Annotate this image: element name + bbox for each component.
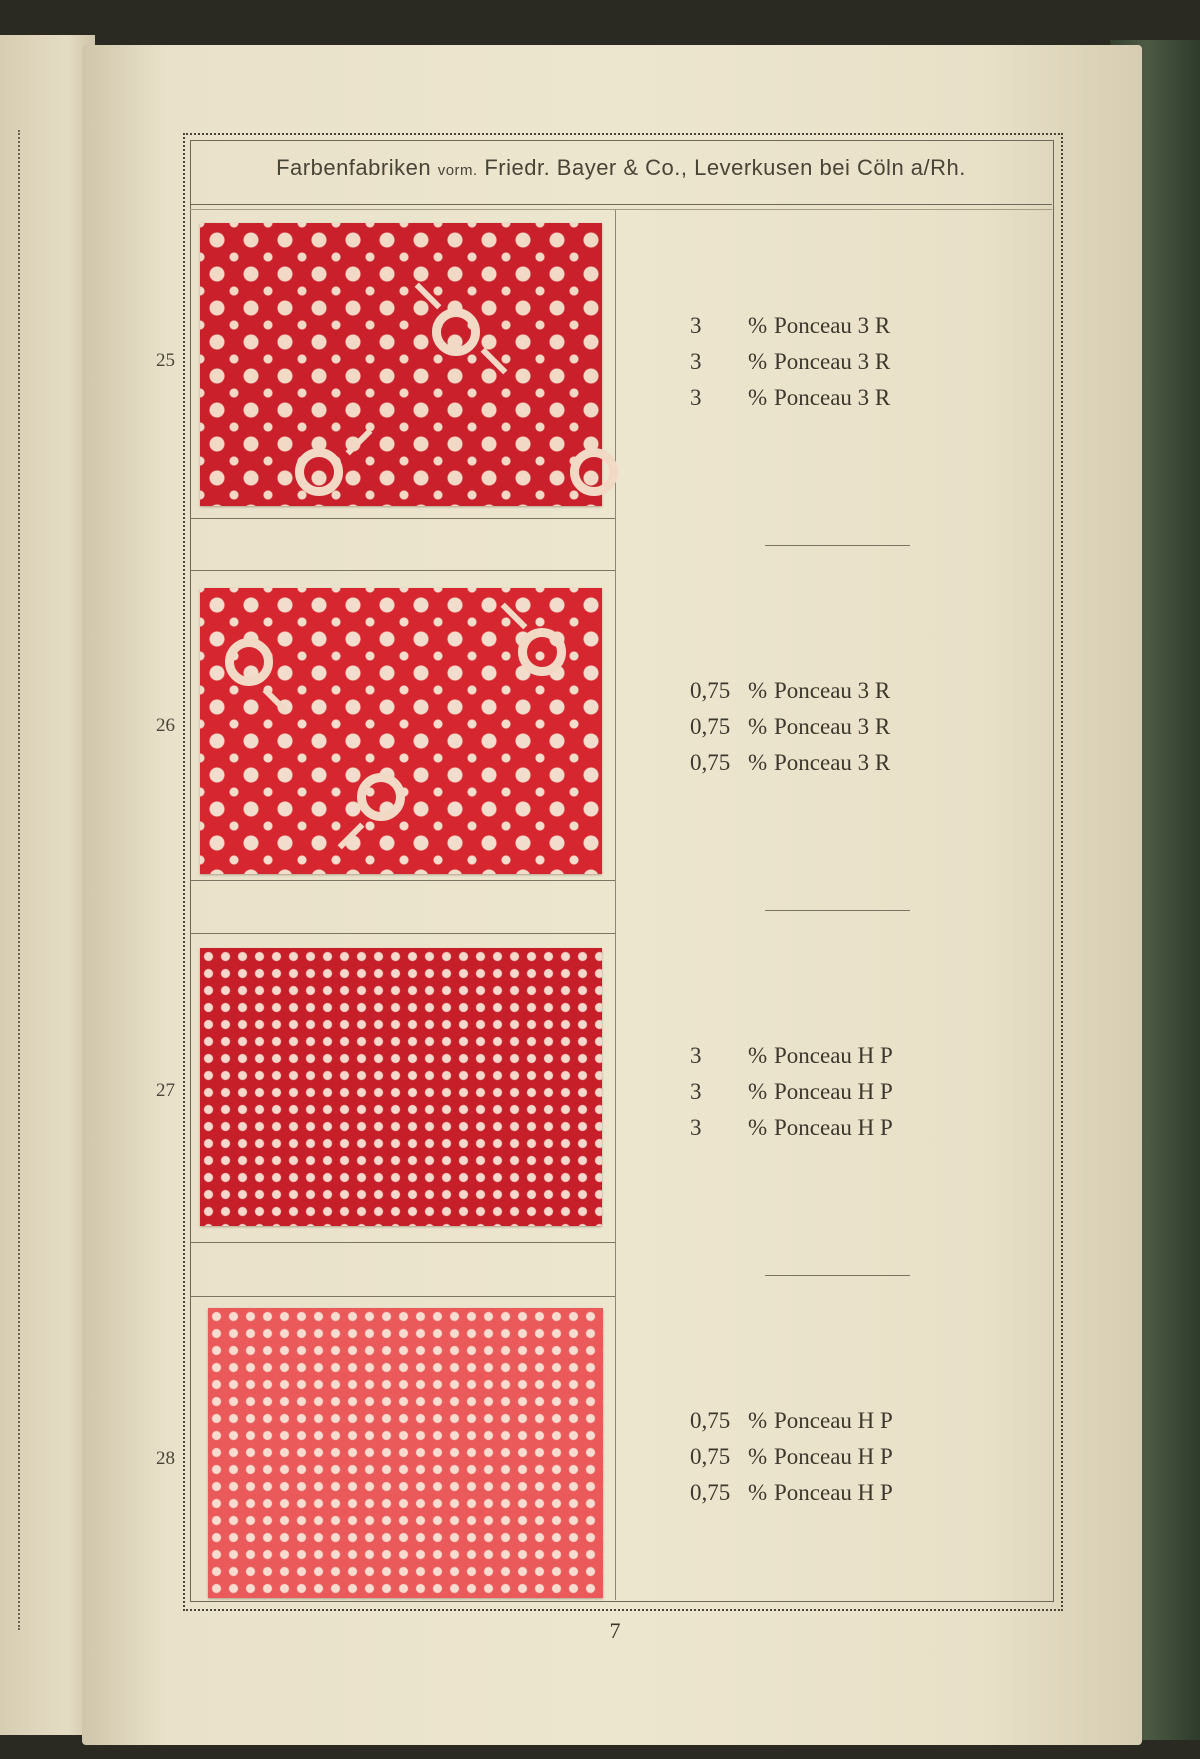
ring-stick bbox=[481, 348, 508, 375]
percent-sign: % bbox=[748, 349, 768, 374]
percent-sign: % bbox=[748, 1115, 768, 1140]
recipe-27 bbox=[690, 1038, 950, 1146]
recipe-line bbox=[690, 308, 950, 344]
page-header bbox=[190, 155, 1052, 181]
sample-number: 25 bbox=[156, 350, 175, 371]
ring-stick bbox=[415, 283, 442, 310]
recipe-amount: 0,75 bbox=[690, 1444, 731, 1469]
recipe-amount: 0,75 bbox=[690, 678, 731, 703]
row-rule bbox=[190, 1242, 615, 1243]
recipe-amount: 0,75 bbox=[690, 750, 731, 775]
header-company: Farbenfabriken bbox=[276, 155, 432, 180]
dye-name: Ponceau H P bbox=[774, 1480, 893, 1505]
sample-number: 27 bbox=[156, 1080, 175, 1101]
recipe-line bbox=[690, 1110, 950, 1146]
recipe-amount: 3 bbox=[690, 385, 702, 410]
dye-name: Ponceau H P bbox=[774, 1408, 893, 1433]
recipe-line bbox=[690, 745, 950, 781]
percent-sign: % bbox=[748, 1079, 768, 1104]
recipe-line bbox=[690, 673, 950, 709]
recipe-line bbox=[690, 1074, 950, 1110]
dye-name: Ponceau H P bbox=[774, 1115, 893, 1140]
fabric-swatch-25 bbox=[200, 223, 602, 506]
row-rule bbox=[190, 880, 615, 881]
recipe-amount: 3 bbox=[690, 313, 702, 338]
recipe-amount: 3 bbox=[690, 1043, 702, 1068]
fabric-swatch-26 bbox=[200, 588, 602, 874]
dye-name: Ponceau 3 R bbox=[774, 313, 891, 338]
fabric-swatch-28 bbox=[208, 1308, 603, 1598]
recipe-separator bbox=[765, 910, 910, 911]
recipe-amount: 3 bbox=[690, 1115, 702, 1140]
recipe-amount: 3 bbox=[690, 1079, 702, 1104]
dye-name: Ponceau 3 R bbox=[774, 750, 891, 775]
ring-motif bbox=[225, 638, 273, 686]
percent-sign: % bbox=[748, 1480, 768, 1505]
dye-name: Ponceau 3 R bbox=[774, 714, 891, 739]
row-rule bbox=[190, 518, 615, 519]
sample-number: 28 bbox=[156, 1448, 175, 1469]
recipe-line bbox=[690, 1403, 950, 1439]
percent-sign: % bbox=[748, 750, 768, 775]
left-page-edge bbox=[0, 35, 95, 1735]
recipe-line bbox=[690, 380, 950, 416]
header-rule bbox=[190, 204, 1052, 205]
recipe-amount: 3 bbox=[690, 349, 702, 374]
ring-stick bbox=[338, 823, 365, 850]
percent-sign: % bbox=[748, 678, 768, 703]
ring-motif bbox=[518, 628, 566, 676]
recipe-line bbox=[690, 1475, 950, 1511]
recipe-amount: 0,75 bbox=[690, 714, 731, 739]
dye-name: Ponceau 3 R bbox=[774, 385, 891, 410]
recipe-amount: 0,75 bbox=[690, 1408, 731, 1433]
dye-name: Ponceau H P bbox=[774, 1043, 893, 1068]
row-rule bbox=[190, 1296, 615, 1297]
dye-name: Ponceau 3 R bbox=[774, 678, 891, 703]
ring-stick bbox=[346, 429, 373, 456]
ring-motif bbox=[432, 308, 480, 356]
percent-sign: % bbox=[748, 714, 768, 739]
ring-motif bbox=[357, 773, 405, 821]
percent-sign: % bbox=[748, 1043, 768, 1068]
row-rule bbox=[190, 570, 615, 571]
recipe-28 bbox=[690, 1403, 950, 1511]
ring-stick bbox=[501, 603, 528, 630]
percent-sign: % bbox=[748, 313, 768, 338]
fabric-swatch-27 bbox=[200, 948, 602, 1226]
percent-sign: % bbox=[748, 385, 768, 410]
ring-motif bbox=[295, 448, 343, 496]
recipe-separator bbox=[765, 1275, 910, 1276]
header-rule-secondary bbox=[190, 209, 1052, 210]
recipe-amount: 0,75 bbox=[690, 1480, 731, 1505]
percent-sign: % bbox=[748, 1444, 768, 1469]
row-rule bbox=[190, 933, 615, 934]
recipe-25 bbox=[690, 308, 950, 416]
ring-stick bbox=[263, 688, 290, 715]
recipe-line bbox=[690, 344, 950, 380]
left-page-border bbox=[18, 130, 23, 1630]
header-rest: Friedr. Bayer & Co., Leverkusen bei Cöln a/Rh. bbox=[484, 155, 966, 180]
sample-number: 26 bbox=[156, 715, 175, 736]
recipe-line bbox=[690, 1038, 950, 1074]
ring-motif bbox=[570, 448, 618, 496]
dye-name: Ponceau H P bbox=[774, 1444, 893, 1469]
dye-name: Ponceau H P bbox=[774, 1079, 893, 1104]
page-number: 7 bbox=[609, 1618, 621, 1643]
recipe-line bbox=[690, 1439, 950, 1475]
column-divider bbox=[615, 210, 616, 1600]
percent-sign: % bbox=[748, 1408, 768, 1433]
recipe-line bbox=[690, 709, 950, 745]
recipe-separator bbox=[765, 545, 910, 546]
recipe-26 bbox=[690, 673, 950, 781]
header-vorm: vorm. bbox=[437, 162, 478, 179]
dye-name: Ponceau 3 R bbox=[774, 349, 891, 374]
